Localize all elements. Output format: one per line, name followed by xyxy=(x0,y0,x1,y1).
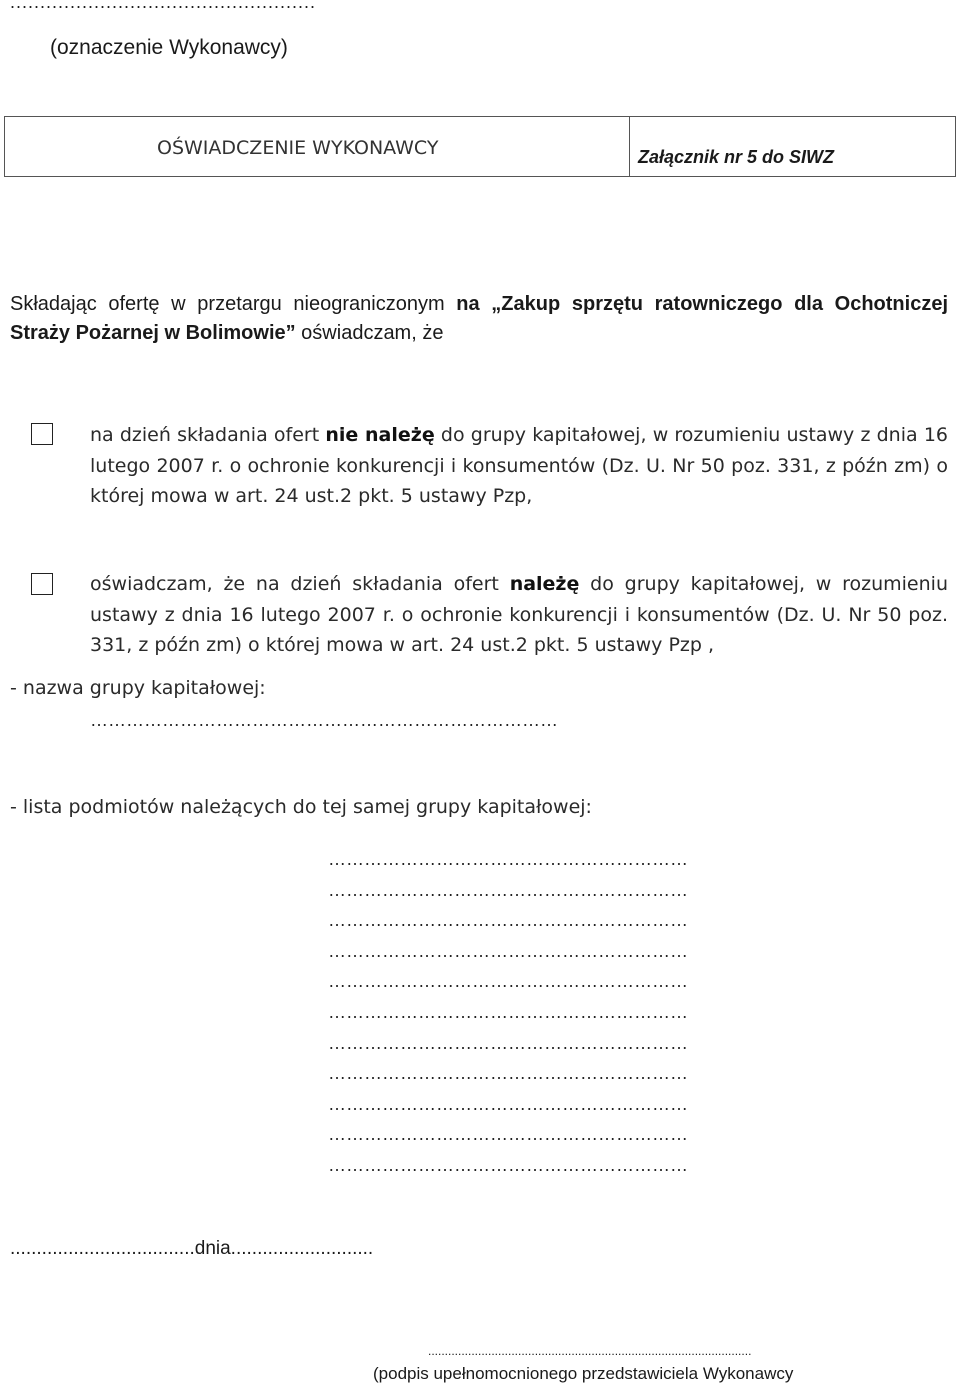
date-line[interactable]: ...................................dnia........................... xyxy=(10,1238,374,1259)
member-line[interactable]: …………………………………………………… xyxy=(328,910,688,931)
header-table xyxy=(4,116,956,177)
option-not-member-checkbox[interactable] xyxy=(31,423,53,445)
member-line[interactable]: …………………………………………………… xyxy=(328,1093,688,1114)
option-member-checkbox[interactable] xyxy=(31,573,53,595)
annex-label: Załącznik nr 5 do SIWZ xyxy=(638,147,835,167)
member-line[interactable]: …………………………………………………… xyxy=(328,940,688,961)
member-line[interactable]: …………………………………………………… xyxy=(328,1063,688,1084)
signature-dotted-line[interactable]: ................................................................................................. xyxy=(428,1344,752,1358)
signature-label: (podpis upełnomocnionego przedstawiciela Wykonawcy xyxy=(373,1364,794,1383)
option-not-member-text xyxy=(90,420,948,512)
member-line[interactable]: …………………………………………………… xyxy=(328,1032,688,1053)
member-line[interactable]: …………………………………………………… xyxy=(328,971,688,992)
intro-paragraph xyxy=(10,290,948,348)
member-lines xyxy=(328,844,688,1181)
option2-text: oświadczam, że na dzień składania ofert xyxy=(90,573,510,595)
top-dotted-line: ................................................... xyxy=(10,0,317,12)
member-line[interactable]: …………………………………………………… xyxy=(328,1124,688,1145)
members-label: - lista podmiotów należących do tej samej grupy kapitałowej: xyxy=(10,796,592,818)
option1-text-end: do grupy kapitałowej, w rozumieniu ustawy z dnia 16 lutego 2007 r. o ochronie konkurencji i konsumentów (Dz. U. Nr 50 poz. 331, z późn zm) o której mowa w art. 24 ust.2 pkt. 5 ustawy Pzp, xyxy=(90,424,949,507)
intro-text: Składając ofertę w przetargu nieograniczonym xyxy=(10,293,457,315)
member-line[interactable]: …………………………………………………… xyxy=(328,1001,688,1022)
option2-text-end: do grupy kapitałowej, w rozumieniu ustawy z dnia 16 lutego 2007 r. o ochronie konkurencji i konsumentów (Dz. U. Nr 50 poz. 331, z późn zm) o której mowa w art. 24 ust.2 pkt. 5 ustawy Pzp , xyxy=(90,573,948,656)
option1-bold: nie należę xyxy=(325,424,435,446)
member-line[interactable]: …………………………………………………… xyxy=(328,849,688,869)
option1-text: na dzień składania ofert xyxy=(90,424,326,446)
header-title-cell xyxy=(5,117,630,176)
member-line[interactable]: …………………………………………………… xyxy=(328,879,688,900)
group-name-field[interactable]: …………………………………………………………………… xyxy=(90,710,558,730)
option-member-text xyxy=(90,569,948,661)
member-line[interactable]: …………………………………………………… xyxy=(328,1154,688,1175)
document-title: OŚWIADCZENIE WYKONAWCY xyxy=(157,137,439,159)
header-annex-cell xyxy=(630,117,955,176)
tender-subject: na „Zakup sprzętu ratowniczego dla Ochotniczej Straży Pożarnej w Bolimowie” xyxy=(10,293,948,344)
contractor-label: (oznaczenie Wykonawcy) xyxy=(50,36,288,59)
intro-text-end: oświadczam, że xyxy=(295,322,444,344)
option2-bold: należę xyxy=(509,573,580,595)
group-name-label: - nazwa grupy kapitałowej: xyxy=(10,677,266,699)
